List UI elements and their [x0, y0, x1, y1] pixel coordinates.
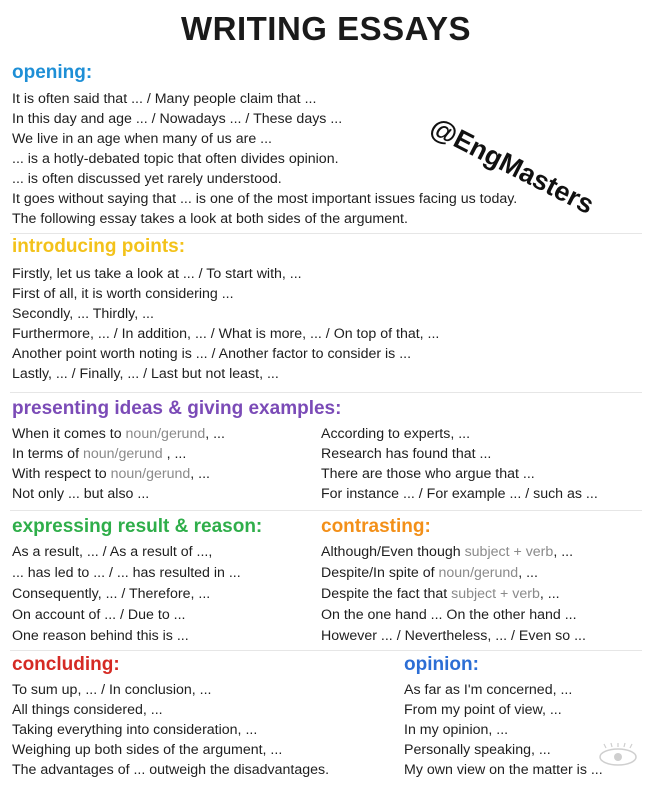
heading-expressing-result: expressing result & reason: [12, 516, 263, 537]
result-line: ... has led to ... / ... has resulted in ... [12, 565, 241, 581]
contrasting-line [321, 605, 577, 625]
opinion-line: Personally speaking, ... [404, 742, 551, 758]
contrasting-line [321, 542, 573, 562]
concluding-line: The advantages of ... outweigh the disadvantages. [12, 762, 330, 778]
heading-contrasting: contrasting: [321, 516, 431, 537]
opinion-line: As far as I'm concerned, ... [404, 682, 573, 698]
introducing-line: Secondly, ... Thirdly, ... [12, 306, 154, 322]
contrasting-line [321, 626, 586, 646]
concluding-line: Weighing up both sides of the argument, ... [12, 742, 283, 758]
contrasting-line [321, 584, 560, 604]
introducing-line: Furthermore, ... / In addition, ... / What is more, ... / On top of that, ... [12, 326, 440, 342]
text: On the one hand ... On the other hand ... [321, 607, 577, 623]
page-title: WRITING ESSAYS [181, 10, 471, 47]
text: Not only ... but also ... [12, 486, 150, 502]
introducing-line: Another point worth noting is ... / Another factor to consider is ... [12, 346, 412, 362]
text: However ... / Nevertheless, ... / Even so ... [321, 628, 586, 644]
text: Despite/In spite of [321, 565, 439, 581]
text: , ... [205, 426, 225, 442]
section-divider [10, 233, 642, 234]
concluding-line: To sum up, ... / In conclusion, ... [12, 682, 212, 698]
heading-presenting-ideas: presenting ideas & giving examples: [12, 398, 342, 419]
introducing-line: Lastly, ... / Finally, ... / Last but not least, ... [12, 366, 279, 382]
text: Despite the fact that [321, 586, 452, 602]
opening-line: ... is a hotly-debated topic that often divides opinion. [12, 151, 339, 167]
section-divider [10, 650, 642, 651]
grammar-hint: noun/gerund [125, 426, 206, 442]
heading-concluding: concluding: [12, 654, 120, 675]
opening-line: In this day and age ... / Nowadays ... / These days ... [12, 111, 343, 127]
grammar-hint: subject + verb [464, 544, 554, 560]
presenting-right-line: For instance ... / For example ... / such as ... [321, 486, 598, 502]
concluding-line: All things considered, ... [12, 702, 163, 718]
text: , ... [518, 565, 538, 581]
opinion-line: In my opinion, ... [404, 722, 509, 738]
opinion-line: My own view on the matter is ... [404, 762, 603, 778]
opening-line: It goes without saying that ... is one of the most important issues facing us today. [12, 191, 518, 207]
presenting-left-line [12, 424, 225, 444]
text: , ... [190, 466, 210, 482]
grammar-hint: noun/gerund [438, 565, 519, 581]
text: In terms of [12, 446, 83, 462]
result-line: Consequently, ... / Therefore, ... [12, 586, 211, 602]
presenting-left-line [12, 444, 186, 464]
heading-opinion: opinion: [404, 654, 479, 675]
contrasting-line [321, 563, 538, 583]
introducing-line: Firstly, let us take a look at ... / To start with, ... [12, 266, 302, 282]
section-divider [10, 392, 642, 393]
opening-line: The following essay takes a look at both sides of the argument. [12, 211, 408, 227]
introducing-line: First of all, it is worth considering ... [12, 286, 234, 302]
grammar-hint: noun/gerund [82, 446, 163, 462]
presenting-right-line: There are those who argue that ... [321, 466, 535, 482]
presenting-left-line [12, 484, 149, 504]
text: , ... [539, 586, 560, 602]
opinion-line: From my point of view, ... [404, 702, 562, 718]
result-line: One reason behind this is ... [12, 628, 189, 644]
opening-line: ... is often discussed yet rarely understood. [12, 171, 282, 187]
presenting-left-line [12, 464, 210, 484]
presenting-right-line: According to experts, ... [321, 426, 471, 442]
text: When it comes to [12, 426, 126, 442]
presenting-right-line: Research has found that ... [321, 446, 492, 462]
grammar-hint: noun/gerund [110, 466, 191, 482]
opening-line: It is often said that ... / Many people claim that ... [12, 91, 317, 107]
concluding-line: Taking everything into consideration, ... [12, 722, 258, 738]
result-line: As a result, ... / As a result of ..., [12, 544, 213, 560]
text: , ... [553, 544, 574, 560]
opening-line: We live in an age when many of us are ... [12, 131, 272, 147]
section-divider [10, 510, 642, 511]
eye-logo-icon [596, 742, 640, 768]
heading-introducing-points: introducing points: [12, 236, 186, 257]
result-line: On account of ... / Due to ... [12, 607, 186, 623]
text: , ... [162, 446, 187, 462]
heading-opening: opening: [12, 62, 93, 83]
text: With respect to [12, 466, 111, 482]
grammar-hint: subject + verb [451, 586, 540, 602]
text: Although/Even though [321, 544, 465, 560]
watermark-handle: @EngMasters [425, 111, 599, 220]
